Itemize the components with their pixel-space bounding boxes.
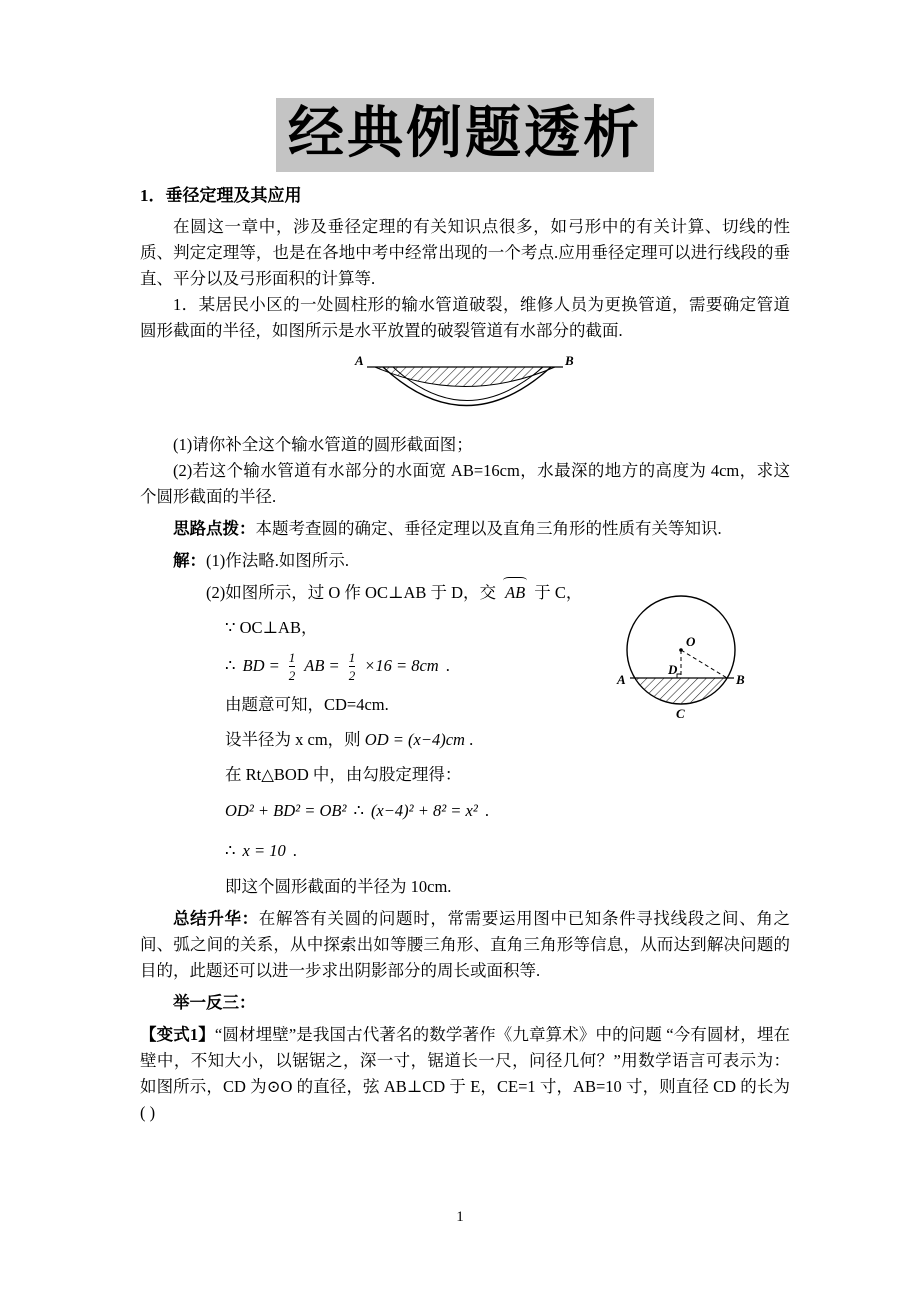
- question-2: (2)若这个输水管道有水部分的水面宽 AB=16cm，水最深的地方的高度为 4cm，求这个圆形截面的半径.: [140, 460, 790, 506]
- figure-pipe-cross-section: [140, 352, 790, 426]
- arc-AB-text: AB: [505, 582, 526, 602]
- fraction-bar: [289, 666, 296, 667]
- step1-text: (1)作法略.如图所示.: [206, 550, 349, 570]
- center-dot-O: [679, 648, 683, 652]
- problem-paragraph: 1．某居民小区的一处圆柱形的输水管道破裂，维修人员为更换管道，需要确定管道圆形截面的半径，如图所示是水平放置的破裂管道有水部分的截面.: [140, 294, 790, 340]
- fraction-one-half-1: [289, 651, 296, 682]
- figure-circle-diagram: [616, 590, 751, 740]
- fig2-label-D: D: [668, 662, 678, 677]
- x-result-value: x = 10: [242, 840, 286, 860]
- fraction-bar: [349, 666, 356, 667]
- pipe-figure-svg: [353, 352, 578, 418]
- frac2-numerator: 1: [348, 649, 356, 665]
- fig1-label-A: A: [354, 352, 364, 368]
- pyth-right: (x−4)² + 8² = x²: [370, 800, 478, 820]
- pyth-period: .: [484, 800, 489, 820]
- page-number: 1: [456, 1209, 464, 1225]
- radius-period: .: [469, 729, 474, 749]
- title-container: [140, 98, 790, 172]
- dashed-OB: [681, 650, 727, 678]
- frac1-numerator: 1: [288, 649, 296, 665]
- practice-label: 举一反三：: [173, 992, 256, 1012]
- arc-over-AB: [503, 583, 527, 602]
- fig2-label-O: O: [686, 634, 696, 649]
- fig2-label-B: B: [736, 672, 745, 687]
- bd-tail: ×16 = 8cm: [364, 656, 439, 676]
- hatched-segment: [635, 678, 727, 704]
- bd-period: .: [445, 656, 450, 676]
- variation1-label: 【变式1】: [140, 1024, 215, 1044]
- section-heading: 1．垂径定理及其应用: [140, 185, 302, 205]
- hint-label: 思路点拨：: [173, 518, 256, 538]
- radius-pre: 设半径为 x cm，则: [225, 729, 361, 749]
- x-result-period: .: [292, 840, 297, 860]
- conclusion-line: 即这个圆形截面的半径为 10cm.: [225, 876, 452, 896]
- summary-text: 在解答有关圆的问题时，常需要运用图中已知条件寻找线段之间、角之间、弧之间的关系，从中探索出如等腰三角形、直角三角形等信息，从而达到解决问题的目的，此题还可以进一步求出阴影部分的周长或面积等.: [140, 908, 791, 980]
- x-result-line: [225, 838, 790, 864]
- hint-paragraph: [140, 516, 790, 542]
- fig1-label-B: B: [564, 352, 574, 368]
- cd-line: 由题意可知，CD=4cm.: [225, 694, 389, 714]
- question-1: (1)请你补全这个输水管道的圆形截面图；: [173, 434, 473, 454]
- rt-triangle-line: 在 Rt△BOD 中，由勾股定理得：: [225, 764, 462, 784]
- summary-label: 总结升华：: [173, 908, 259, 928]
- step2-pre: (2)如图所示，过 O 作 OC⊥AB 于 D，交: [206, 582, 497, 602]
- frac2-denominator: 2: [348, 667, 356, 683]
- pythagoras-line: [225, 798, 790, 824]
- variation1-paragraph: [140, 1022, 790, 1126]
- page-title: 经典例题透析: [276, 98, 654, 172]
- water-hatched-segment: [375, 367, 555, 387]
- bd-lhs: BD =: [242, 656, 280, 676]
- solution-step1: [140, 548, 790, 574]
- od-equation: OD = (x−4)cm: [364, 729, 465, 749]
- therefore-sign: ∴: [225, 656, 236, 676]
- solution-label: 解：: [173, 550, 206, 570]
- hint-text: 本题考查圆的确定、垂径定理以及直角三角形的性质有关等知识.: [255, 518, 722, 538]
- summary-paragraph: [140, 906, 790, 984]
- therefore-sign: ∴: [225, 840, 236, 860]
- therefore-sign: ∴: [353, 800, 364, 820]
- frac1-denominator: 2: [288, 667, 296, 683]
- intro-paragraph: 在圆这一章中，涉及垂径定理的有关知识点很多，如弓形中的有关计算、切线的性质、判定定理等，也是在各地中考中经常出现的一个考点.应用垂径定理可以进行线段的垂直、平分以及弓形面积的计算等.: [140, 216, 790, 288]
- bd-mid: AB =: [304, 656, 340, 676]
- variation1-text: “圆材埋壁”是我国古代著名的数学著作《九章算术》中的问题 “今有圆材，埋在壁中，不知大小，以锯锯之，深一寸，锯道长一尺，问径几何？”用数学语言可表示为：如图所示，CD 为⊙O 的直径，弦 AB⊥CD 于 E，CE=1 寸，AB=10 寸，则直径 CD 的长为( ): [140, 1024, 790, 1122]
- step2-post: 于 C，: [534, 582, 583, 602]
- fig2-label-A: A: [617, 672, 626, 687]
- practice-heading: [140, 990, 790, 1016]
- circle-figure-svg: [616, 590, 751, 732]
- pyth-left: OD² + BD² = OB²: [225, 800, 347, 820]
- fraction-one-half-2: [349, 651, 356, 682]
- fig2-label-C: C: [676, 706, 685, 721]
- because-line: ∵ OC⊥AB，: [225, 617, 318, 637]
